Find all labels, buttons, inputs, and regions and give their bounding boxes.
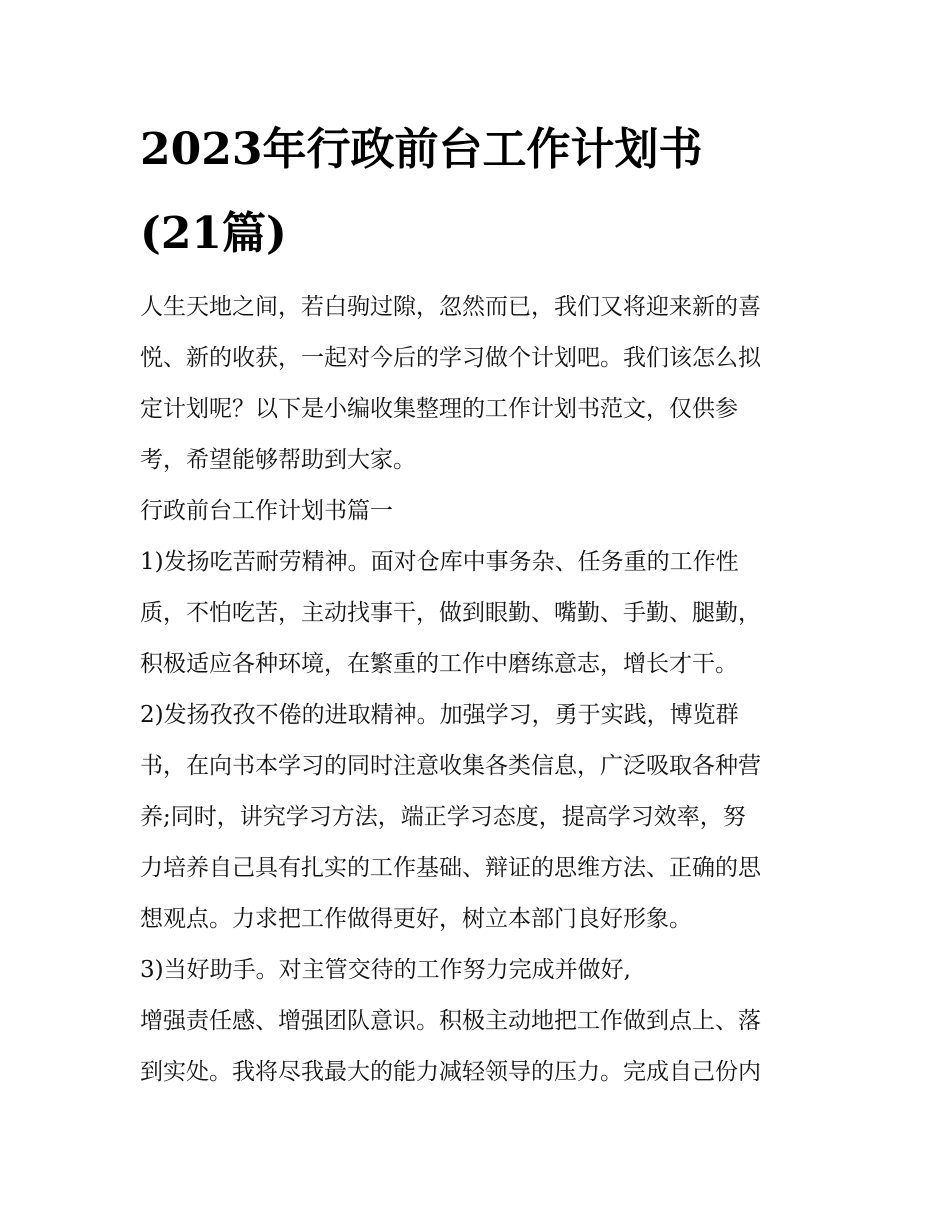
title-line: 2023年行政前台工作计划书 <box>140 124 703 175</box>
paragraph-line: 3)当好助手。对主管交待的工作努力完成并做好, <box>140 957 631 983</box>
paragraph-line: 质，不怕吃苦，主动找事干，做到眼勤、嘴勤、手勤、腿勤， <box>140 600 761 626</box>
intro-line: 考，希望能够帮助到大家。 <box>140 447 416 473</box>
paragraph-line: 想观点。力求把工作做得更好，树立本部门良好形象。 <box>140 906 692 932</box>
paragraph-line: 养;同时，讲究学习方法，端正学习态度，提高学习效率，努 <box>140 804 746 830</box>
intro-line: 定计划呢？以下是小编收集整理的工作计划书范文，仅供参 <box>140 396 738 422</box>
document-body <box>140 282 812 1098</box>
paragraph-line: 增强责任感、增强团队意识。积极主动地把工作做到点上、落 <box>140 1008 761 1034</box>
intro-line: 悦、新的收获，一起对今后的学习做个计划吧。我们该怎么拟 <box>140 345 761 371</box>
title-line: (21篇) <box>140 208 287 259</box>
document-title <box>140 108 812 276</box>
paragraph-line: 书，在向书本学习的同时注意收集各类信息，广泛吸取各种营 <box>140 753 761 779</box>
section-heading: 行政前台工作计划书篇一 <box>140 498 393 524</box>
paragraph-line: 到实处。我将尽我最大的能力减轻领导的压力。完成自己份内 <box>140 1059 761 1085</box>
intro-line: 人生天地之间，若白驹过隙，忽然而已，我们又将迎来新的喜 <box>140 294 761 320</box>
paragraph-line: 1)发扬吃苦耐劳精神。面对仓库中事务杂、任务重的工作性 <box>140 549 739 575</box>
paragraph-line: 力培养自己具有扎实的工作基础、辩证的思维方法、正确的思 <box>140 855 761 881</box>
paragraph-line: 积极适应各种环境，在繁重的工作中磨练意志，增长才干。 <box>140 651 738 677</box>
paragraph-line: 2)发扬孜孜不倦的进取精神。加强学习，勇于实践，博览群 <box>140 702 739 728</box>
document-content <box>140 108 812 1098</box>
